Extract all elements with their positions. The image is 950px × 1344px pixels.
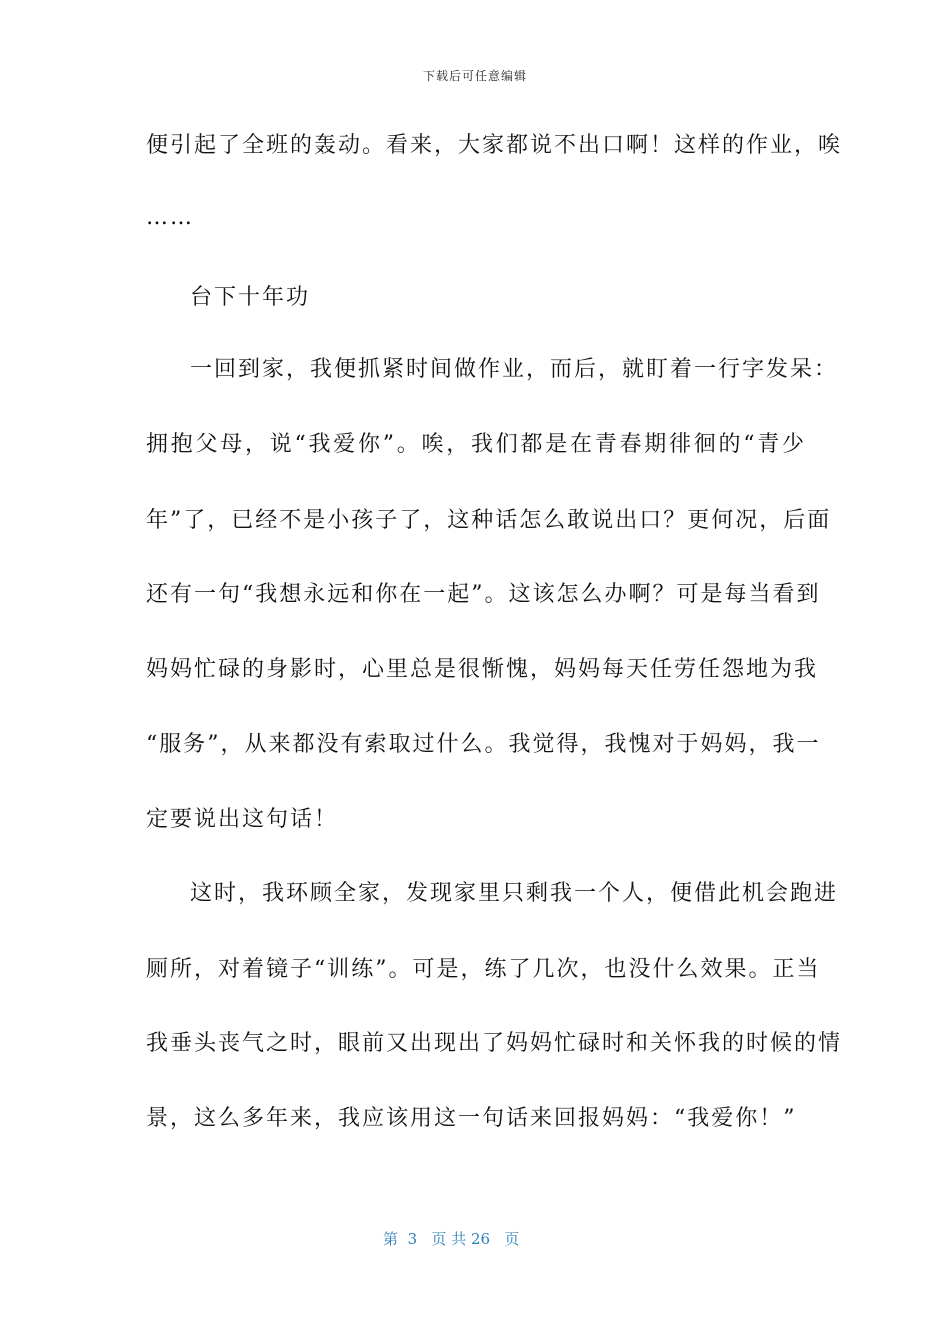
page-footer	[383, 1228, 519, 1249]
footer-prefix: 第	[383, 1230, 399, 1248]
paragraph-line: 厕所，对着镜子“训练”。可是，练了几次，也没什么效果。正当	[146, 957, 821, 982]
paragraph-line: 便引起了全班的轰动。看来，大家都说不出口啊！这样的作业，唉	[146, 133, 843, 158]
paragraph-line: 妈妈忙碌的身影时，心里总是很惭愧，妈妈每天任劳任怨地为我	[146, 657, 819, 682]
paragraph-line: 年”了，已经不是小孩子了，这种话怎么敢说出口？更何况，后面	[146, 508, 832, 533]
page-header: 下载后可任意编辑	[422, 69, 527, 83]
current-page-number: 3	[407, 1230, 418, 1248]
paragraph-line: 定要说出这句话！	[146, 807, 339, 832]
paragraph-line: 这时，我环顾全家，发现家里只剩我一个人，便借此机会跑进	[190, 881, 839, 906]
paragraph-line: 一回到家，我便抓紧时间做作业，而后，就盯着一行字发呆：	[190, 357, 839, 382]
paragraph-line: 还有一句“我想永远和你在一起”。这该怎么办啊？可是每当看到	[146, 582, 821, 607]
total-pages-number: 26	[470, 1230, 491, 1248]
footer-middle: 页 共	[431, 1230, 467, 1248]
paragraph-line: “服务”，从来都没有索取过什么。我觉得，我愧对于妈妈，我一	[146, 732, 821, 757]
paragraph-line: 我垂头丧气之时，眼前又出现出了妈妈忙碌时和关怀我的时候的情	[146, 1031, 843, 1056]
footer-suffix: 页	[504, 1230, 520, 1248]
paragraph-line: ……	[146, 205, 194, 230]
section-heading: 台下十年功	[190, 285, 311, 310]
paragraph-line: 景，这么多年来，我应该用这一句话来回报妈妈：“我爱你！”	[146, 1106, 797, 1131]
paragraph-line: 拥抱父母，说“我爱你”。唉，我们都是在青春期徘徊的“青少	[146, 432, 806, 457]
